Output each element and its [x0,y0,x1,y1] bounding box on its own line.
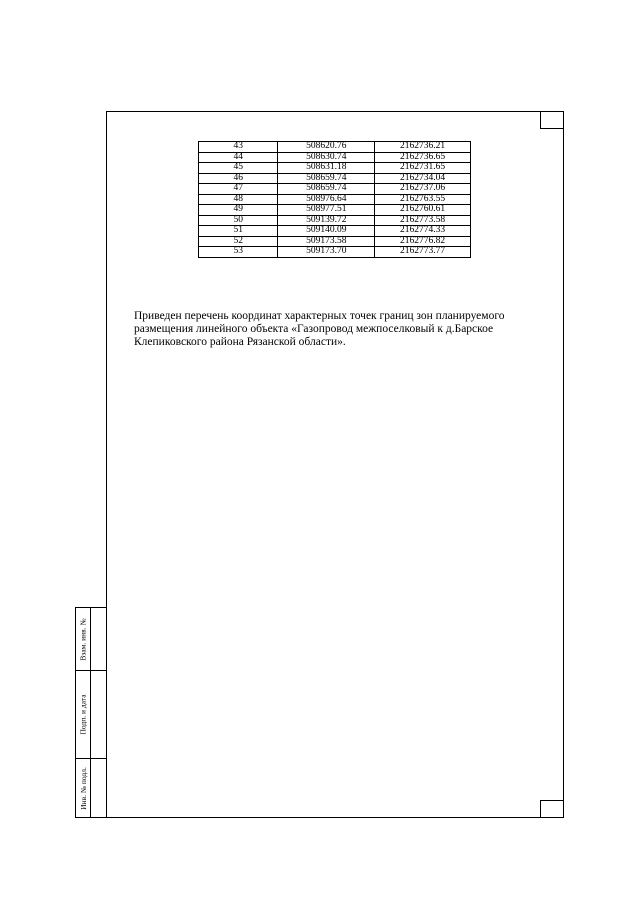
table-row [199,236,471,247]
x-coordinate-cell: 508659.74 [278,173,375,184]
y-coordinate-cell: 2162773.58 [375,215,471,226]
side-stamp-divider [90,608,91,817]
point-number-cell: 49 [199,205,278,216]
side-stamp-label-replacement-inv: Взам. инв. № [78,617,88,661]
coordinates-table [198,141,471,258]
x-coordinate-cell: 508631.18 [278,163,375,174]
point-number-cell: 45 [199,163,278,174]
table-row [199,184,471,195]
y-coordinate-cell: 2162776.82 [375,236,471,247]
side-stamp-cell [76,758,90,819]
side-stamp [75,607,106,818]
table-row [199,215,471,226]
point-number-cell: 47 [199,184,278,195]
table-row [199,205,471,216]
body-paragraph: Приведен перечень координат характерных точек границ зон планируемого размещения линейного объекта «Газопровод межпоселковый к д.Барское Клепиковского района Рязанской области». [134,310,505,348]
point-number-cell: 51 [199,226,278,237]
table-row [199,163,471,174]
x-coordinate-cell: 509173.70 [278,247,375,258]
x-coordinate-cell: 508977.51 [278,205,375,216]
x-coordinate-cell: 509139.72 [278,215,375,226]
point-number-cell: 43 [199,142,278,153]
point-number-cell: 53 [199,247,278,258]
y-coordinate-cell: 2162734.04 [375,173,471,184]
point-number-cell: 46 [199,173,278,184]
y-coordinate-cell: 2162731.65 [375,163,471,174]
side-stamp-label-original-inv: Инв. № подл. [78,767,88,810]
table-row [199,194,471,205]
table-row [199,152,471,163]
table-row [199,226,471,237]
y-coordinate-cell: 2162773.77 [375,247,471,258]
y-coordinate-cell: 2162774.33 [375,226,471,237]
x-coordinate-cell: 508659.74 [278,184,375,195]
x-coordinate-cell: 508630.74 [278,152,375,163]
point-number-cell: 48 [199,194,278,205]
side-stamp-label-signature-date: Подп. и дата [78,693,88,735]
point-number-cell: 50 [199,215,278,226]
x-coordinate-cell: 508976.64 [278,194,375,205]
table-row [199,247,471,258]
table-row [199,173,471,184]
y-coordinate-cell: 2162763.55 [375,194,471,205]
y-coordinate-cell: 2162736.21 [375,142,471,153]
sheet-corner-box [540,800,564,818]
point-number-cell: 44 [199,152,278,163]
page-number-box [540,111,564,129]
side-stamp-cell [76,670,90,758]
point-number-cell: 52 [199,236,278,247]
x-coordinate-cell: 509140.09 [278,226,375,237]
x-coordinate-cell: 509173.58 [278,236,375,247]
y-coordinate-cell: 2162737.06 [375,184,471,195]
side-stamp-cell [76,608,90,670]
y-coordinate-cell: 2162736.65 [375,152,471,163]
x-coordinate-cell: 508620.76 [278,142,375,153]
y-coordinate-cell: 2162760.61 [375,205,471,216]
table-row [199,142,471,153]
